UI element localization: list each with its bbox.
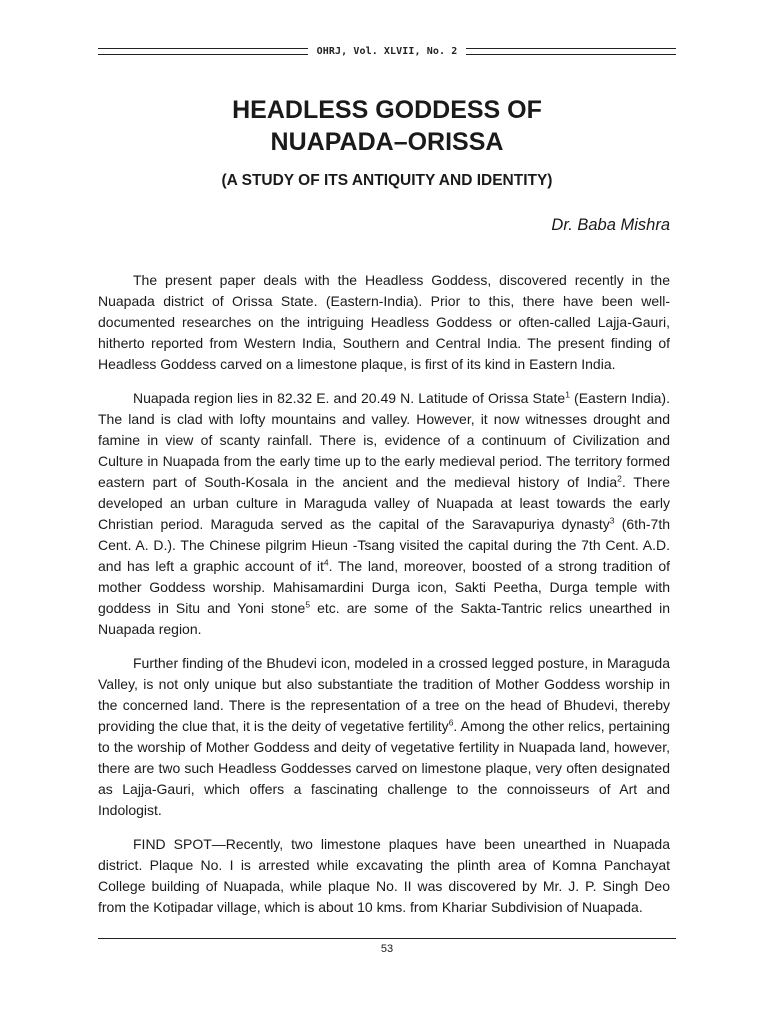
article-title <box>98 94 676 158</box>
title-line-2: NUAPADA–ORISSA <box>270 128 504 156</box>
footnote-ref-4: 4 <box>323 557 329 568</box>
footnote-ref-5: 5 <box>305 599 311 610</box>
paragraph-2: Nuapada region lies in 82.32 E. and 20.49 N. Latitude of Orissa State$^1$ (Eastern India). The land is clad with lofty mountains and valley. However, it now witnesses drought and famine in view of scanty rainfall. There is, evidence of a continuum of Civilization and Culture in Nuapada from the early time up to the early medieval period. The territory formed eastern part of South-Kosala in the ancient and the medieval history of India$^2$. There developed an urban culture in Maraguda valley of Nuapada at least towards the early Christian period. Maraguda served as the capital of the Saravapuriya dynasty$^3$ (6th-7th Cent. A. D.). The Chinese pilgrim Hieun -Tsang visited the capital during the 7th Cent. A.D. and has left a graphic account of $it^4$. The land, moreover, boosted of a strong tradition of mother Goddess worship. Mahisamardini Durga icon, Sakti Peetha, Durga temple with goddess in Situ and Yoni stone$^5$ etc. are some of the Sakta-Tantric relics unearthed in Nuapada region. <box>98 389 670 637</box>
running-header <box>98 42 676 60</box>
footnote-ref-3: 3 <box>609 515 615 526</box>
article-subtitle: (A STUDY OF ITS ANTIQUITY AND IDENTITY) <box>221 172 553 189</box>
footnote-ref-1: 1 <box>565 389 570 400</box>
title-line-1: HEADLESS GODDESS OF <box>232 96 542 124</box>
header-rule-right <box>466 48 676 55</box>
author-name: Dr. Baba Mishra <box>551 216 670 234</box>
paragraph-3: Further finding of the Bhudevi icon, modeled in a crossed legged posture, in Maraguda Valley, is not only unique but also substantiate the tradition of Mother Goddess worship in the concerned land. There is the representation of a tree on the head of Bhudevi, thereby providing the clue that, it is the deity of vegetative fertility$^6$. Among the other relics, pertaining to the worship of Mother Goddess and deity of vegetative fertility in Nuapada land, however, there are two such Headless Goddesses carved on limestone plaque, very often designated as Lajja-Gauri, which offers a fascinating challenge to the connoisseurs of Art and Indologist. <box>98 655 671 818</box>
page-number: 53 <box>380 943 394 955</box>
footnote-ref-6: 6 <box>448 717 454 728</box>
article-body <box>98 270 670 931</box>
journal-citation: OHRJ, Vol. XLVII, No. 2 <box>316 45 458 57</box>
footer-rule <box>98 938 676 939</box>
paragraph-1: The present paper deals with the Headless Goddess, discovered recently in the Nuapada district of Orissa State. (Eastern-India). Prior to this, there have been well-documented researches on the intriguing Headless Goddess or often-called Lajja-Gauri, hitherto reported from Western India, Southern and Central India. The present finding of Headless Goddess carved on a limestone plaque, is first of its kind in Eastern India. <box>98 272 670 372</box>
footnote-ref-2: 2 <box>617 473 622 484</box>
header-rule-left <box>98 48 308 55</box>
paragraph-4: FIND SPOT—Recently, two limestone plaques have been unearthed in Nuapada district. Plaque No. I is arrested while excavating the plinth area of Komna Panchayat College building of Nuapada, while plaque No. II was discovered by Mr. J. P. Singh Deo from the Kotipadar village, which is about 10 kms. from Khariar Subdivision of Nuapada. <box>98 836 670 915</box>
